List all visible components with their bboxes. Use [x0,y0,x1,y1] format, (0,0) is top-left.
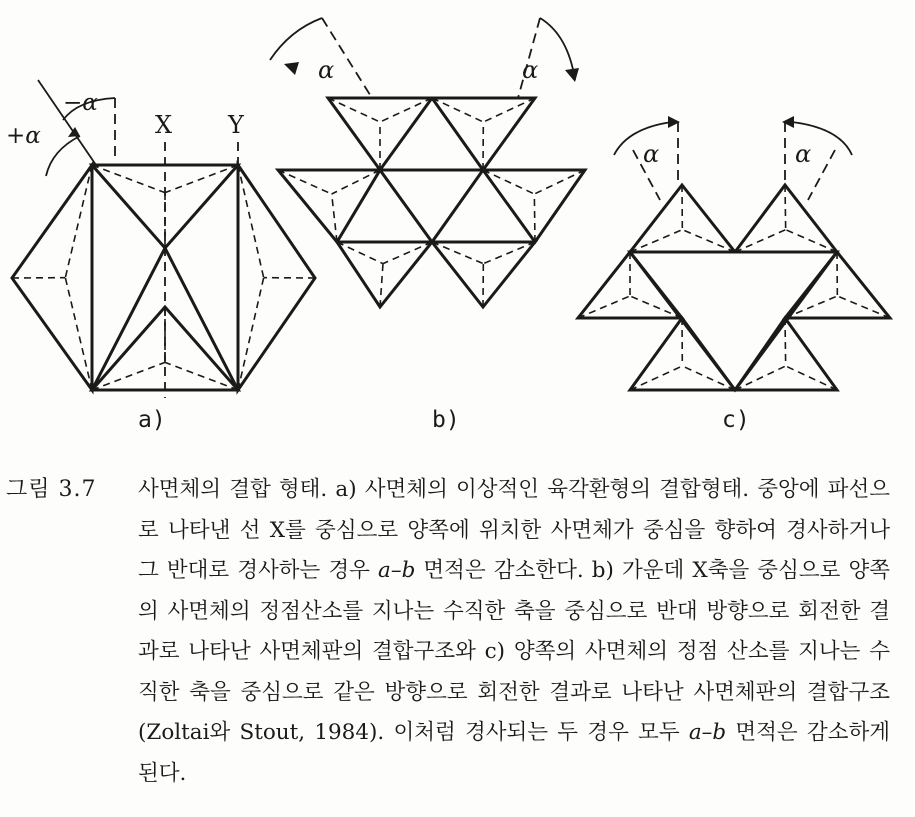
ring-outline-2 [630,252,837,390]
tetrahedron-11 [735,185,837,252]
panel-c-angle-left: α [643,140,660,168]
angle-arrow-head [68,127,80,137]
tetrahedron-9 [432,242,535,307]
tetrahedron-6 [278,170,380,242]
panel-a-axis-x: X [155,111,173,139]
panel-b-label: b) [432,407,460,433]
panel-b-angle-left: α [318,56,335,84]
panel-a-angle-minus: −α [63,90,98,116]
tetrahedron-edge-8-2 [380,264,383,307]
tetrahedron-12 [578,252,682,318]
panel-a-annotations [38,80,238,398]
tetrahedron-edge-11-2 [785,185,786,230]
panel-c-label: c) [722,407,750,433]
ring-outline-1 [380,170,483,242]
tetrahedra-drawing [12,98,890,390]
tetrahedron-8 [337,242,432,307]
caption-text-2: 면적은 감소한다. b) 가운데 X축을 중심으로 양쪽의 사면체의 정점산소를 지나는 수직한 축을 중심으로 반대 방향으로 회전한 결과로 나타난 사면체판의 결합구조와 c) 양쪽의 사면체의 정점 산소를 지나는 수직한 축을 중심으로 같은 방향으로 회전한 결과로 나타난 사면체판의 결합구조(Zoltai와 Stout, 1984). 이처럼 경사되는 두 경우 모두 [138,558,890,745]
caption-text-3: 면적은 감소하게 된다. [138,720,897,786]
angle-arc-lower [46,136,80,176]
panel-a-axis-y: Y [228,111,244,139]
tetrahedron-13 [785,252,890,318]
caption-number: 그림 3.7 [6,477,97,502]
tetrahedron-edge-15-0 [785,318,786,366]
panel-a-label: a) [138,407,166,433]
caption-italic-2: a–b [688,720,727,745]
panel-b-angle-right: α [522,56,539,84]
panel-a-angle-plus: +α [6,123,41,149]
caption-italic-1: a–b [378,558,416,583]
panel-c-angle-right: α [795,140,812,168]
tetrahedron-edge-7-2 [534,194,535,242]
caption-text-1: 사면체의 결합 형태. a) 사면체의 이상적인 육각환형의 결합형태. 중앙에 파선으로 나타낸 선 X를 중심으로 양쪽에 위치한 사면체가 중심을 향하여 경사하거나 그 반대로 경사하는 경우 [138,477,897,583]
caption-body [138,470,897,794]
tetrahedron-10 [630,185,735,252]
